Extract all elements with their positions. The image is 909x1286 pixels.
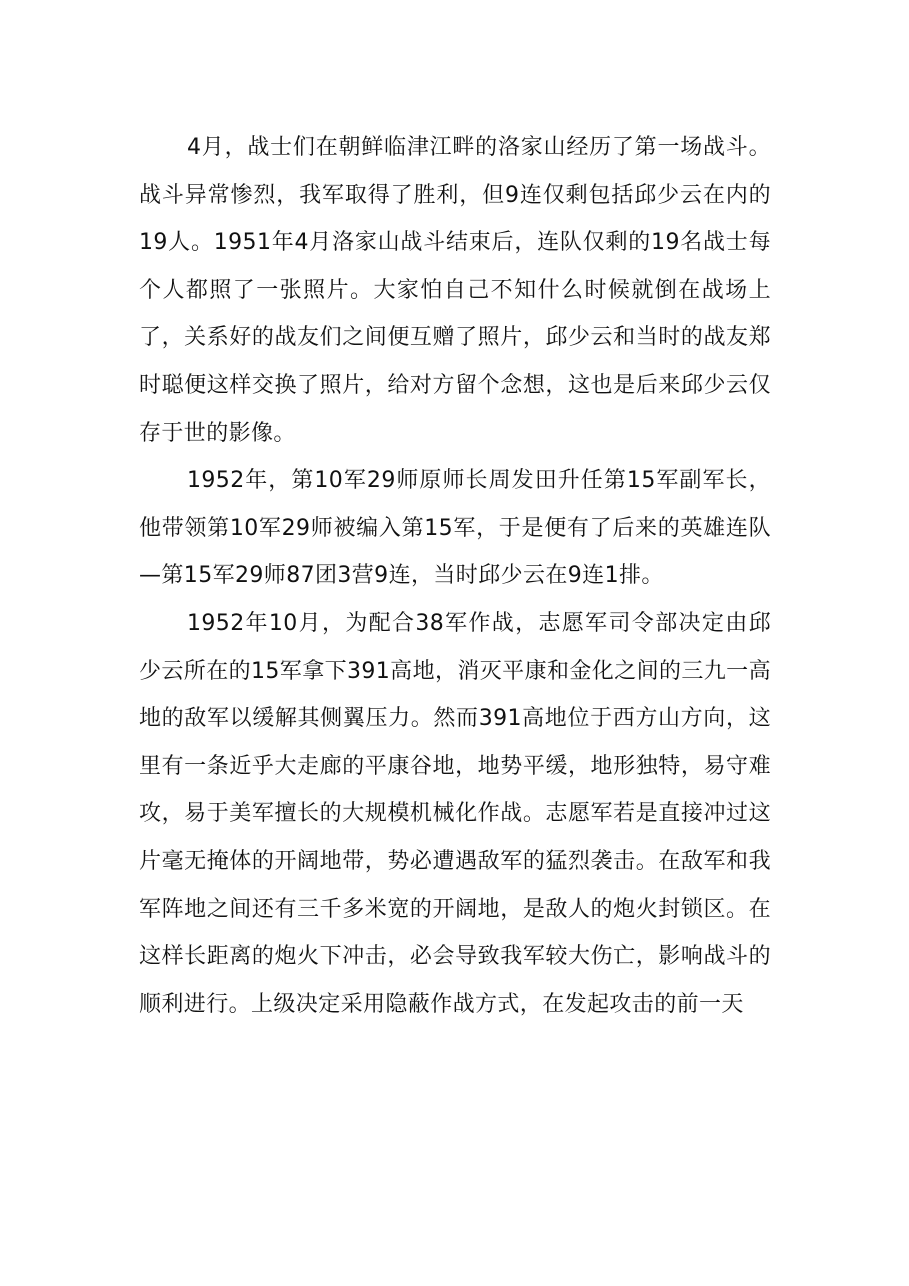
paragraph-1: 4月，战士们在朝鲜临津江畔的洛家山经历了第一场战斗。战斗异常惨烈，我军取得了胜利，但9连仅剩包括邱少云在内的19人。1951年4月洛家山战斗结束后，连队仅剩的19名战士每个人都照了一张照片。大家怕自己不知什么时候就倒在战场上了，关系好的战友们之间便互赠了照片，邱少云和当时的战友郑时聪便这样交换了照片，给对方留个念想，这也是后来邱少云仅存于世的影像。 — [139, 135, 771, 446]
body-text — [139, 124, 771, 1028]
paragraph-3: 1952年10月，为配合38军作战，志愿军司令部决定由邱少云所在的15军拿下391高地，消灭平康和金化之间的三九一高地的敌军以缓解其侧翼压力。然而391高地位于西方山方向，这里有一条近乎大走廊的平康谷地，地势平缓，地形独特，易守难攻，易于美军擅长的大规模机械化作战。志愿军若是直接冲过这片毫无掩体的开阔地带，势必遭遇敌军的猛烈袭击。在敌军和我军阵地之间还有三千多米宽的开阔地，是敌人的炮火封锁区。在这样长距离的炮火下冲击，必会导致我军较大伤亡，影响战斗的顺利进行。上级决定采用隐蔽作战方式，在发起攻击的前一天 — [139, 610, 771, 1017]
paragraph-2: 1952年，第10军29师原师长周发田升任第15军副军长，他带领第10军29师被编入第15军，于是便有了后来的英雄连队—第15军29师87团3营9连，当时邱少云在9连1排。 — [139, 468, 771, 589]
